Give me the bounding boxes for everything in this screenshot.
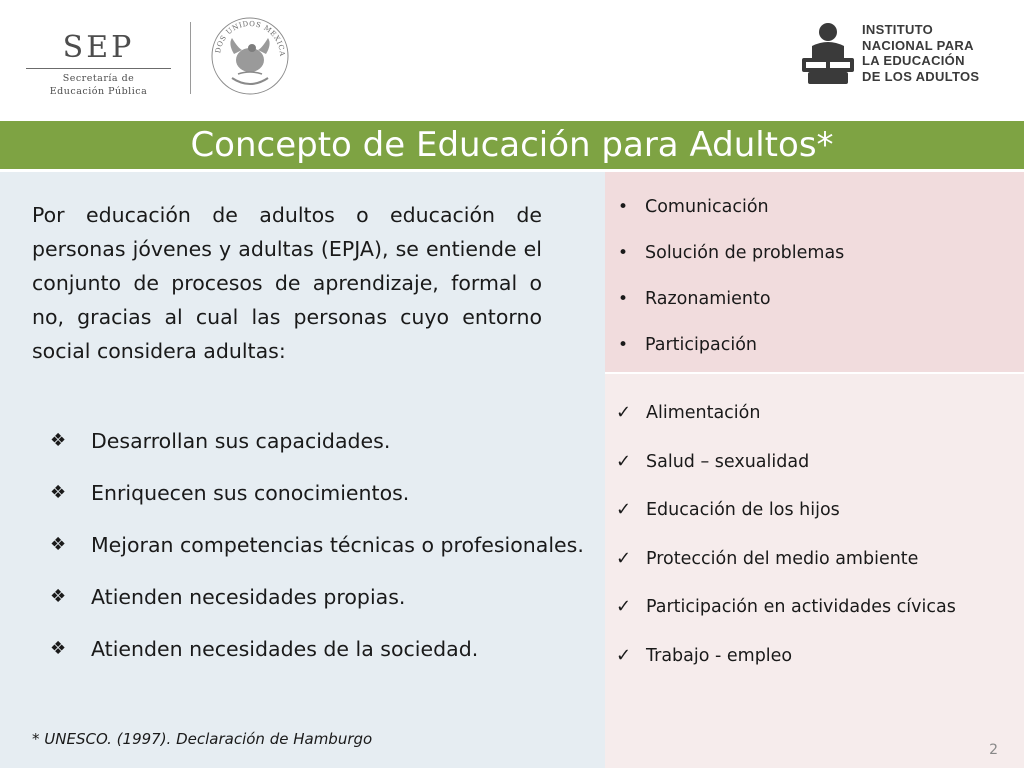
list-item-text: Desarrollan sus capacidades. (91, 429, 391, 453)
list-item-text: Participación (645, 335, 758, 355)
inea-reader-icon (800, 22, 856, 86)
list-item (616, 396, 956, 445)
sep-logo-subtitle-2: Educación Pública (49, 86, 148, 97)
footnote-citation: * UNESCO. (1997). Declaración de Hamburgo (32, 730, 373, 748)
list-item (618, 282, 844, 328)
bullet-dot-icon: • (618, 197, 629, 217)
inea-line-1: INSTITUTO (862, 22, 934, 37)
list-item-text: Educación de los hijos (646, 500, 840, 521)
list-item (50, 476, 590, 510)
list-item (618, 236, 844, 282)
list-item (616, 639, 956, 688)
list-item-text: Protección del medio ambiente (646, 548, 919, 569)
slide-header (0, 0, 1024, 120)
list-item-text: Solución de problemas (645, 243, 845, 263)
list-item (50, 424, 590, 458)
list-item (618, 328, 844, 374)
diamond-bullet-icon: ❖ (50, 586, 67, 607)
slide-title: Concepto de Educación para Adultos* (190, 125, 834, 165)
checkmark-icon: ✓ (616, 547, 632, 569)
checkmark-icon: ✓ (616, 402, 632, 423)
inea-line-2: NACIONAL PARA (862, 37, 974, 53)
list-item (618, 190, 844, 236)
list-item-text: Atienden necesidades propias. (91, 585, 406, 609)
header-divider (190, 22, 191, 94)
sep-logo-title: SEP (62, 30, 135, 65)
inea-line-4: DE LOS ADULTOS (862, 68, 980, 84)
list-item-text: Atienden necesidades de la sociedad. (91, 637, 479, 661)
sep-logo-rule (26, 68, 171, 69)
skills-list (618, 190, 844, 374)
list-item-text: Alimentación (646, 403, 761, 423)
diamond-bullet-icon: ❖ (50, 638, 67, 659)
sep-logo-subtitle-1: Secretaría de (62, 73, 135, 84)
checkmark-icon: ✓ (616, 644, 632, 666)
diamond-bullet-icon: ❖ (50, 430, 67, 451)
list-item-text: Enriquecen sus conocimientos. (91, 481, 410, 505)
checkmark-icon: ✓ (616, 450, 632, 472)
definition-paragraph: Por educación de adultos o educación de personas jóvenes y adultas (EPJA), se entiende el conjunto de procesos de aprendizaje, formal o no, gracias al cual las personas cuyo entorno social considera adultas: (32, 203, 542, 363)
life-areas-list (616, 396, 956, 688)
page-number: 2 (989, 742, 998, 758)
list-item (50, 528, 590, 562)
sep-logo (26, 30, 171, 100)
inea-logo-text (862, 22, 979, 84)
diamond-bullet-icon: ❖ (50, 482, 67, 503)
bullet-dot-icon: • (618, 335, 629, 355)
inea-logo (800, 22, 1000, 88)
list-item-text: Comunicación (645, 197, 769, 217)
list-item-text: Participación en actividades cívicas (646, 597, 956, 618)
checkmark-icon: ✓ (616, 596, 632, 618)
list-item-text: Mejoran competencias técnicas o profesionales. (91, 533, 584, 557)
list-item (616, 542, 956, 591)
list-item (616, 493, 956, 542)
diamond-bullet-icon: ❖ (50, 534, 67, 555)
list-item (616, 590, 956, 639)
bullet-dot-icon: • (618, 243, 629, 263)
list-item-text: Trabajo - empleo (646, 645, 793, 666)
list-item-text: Salud – sexualidad (646, 451, 810, 472)
list-item (616, 445, 956, 494)
checkmark-icon: ✓ (616, 499, 632, 521)
mexico-coat-of-arms-seal (208, 14, 292, 98)
list-item (50, 632, 590, 666)
list-item-text: Razonamiento (645, 289, 771, 309)
capabilities-bullet-list (50, 424, 590, 684)
inea-line-3: LA EDUCACIÓN (862, 53, 965, 68)
list-item (50, 580, 590, 614)
seal-text: DOS UNIDOS MEXICA (214, 19, 287, 57)
title-bar (0, 121, 1024, 169)
bullet-dot-icon: • (618, 289, 629, 309)
